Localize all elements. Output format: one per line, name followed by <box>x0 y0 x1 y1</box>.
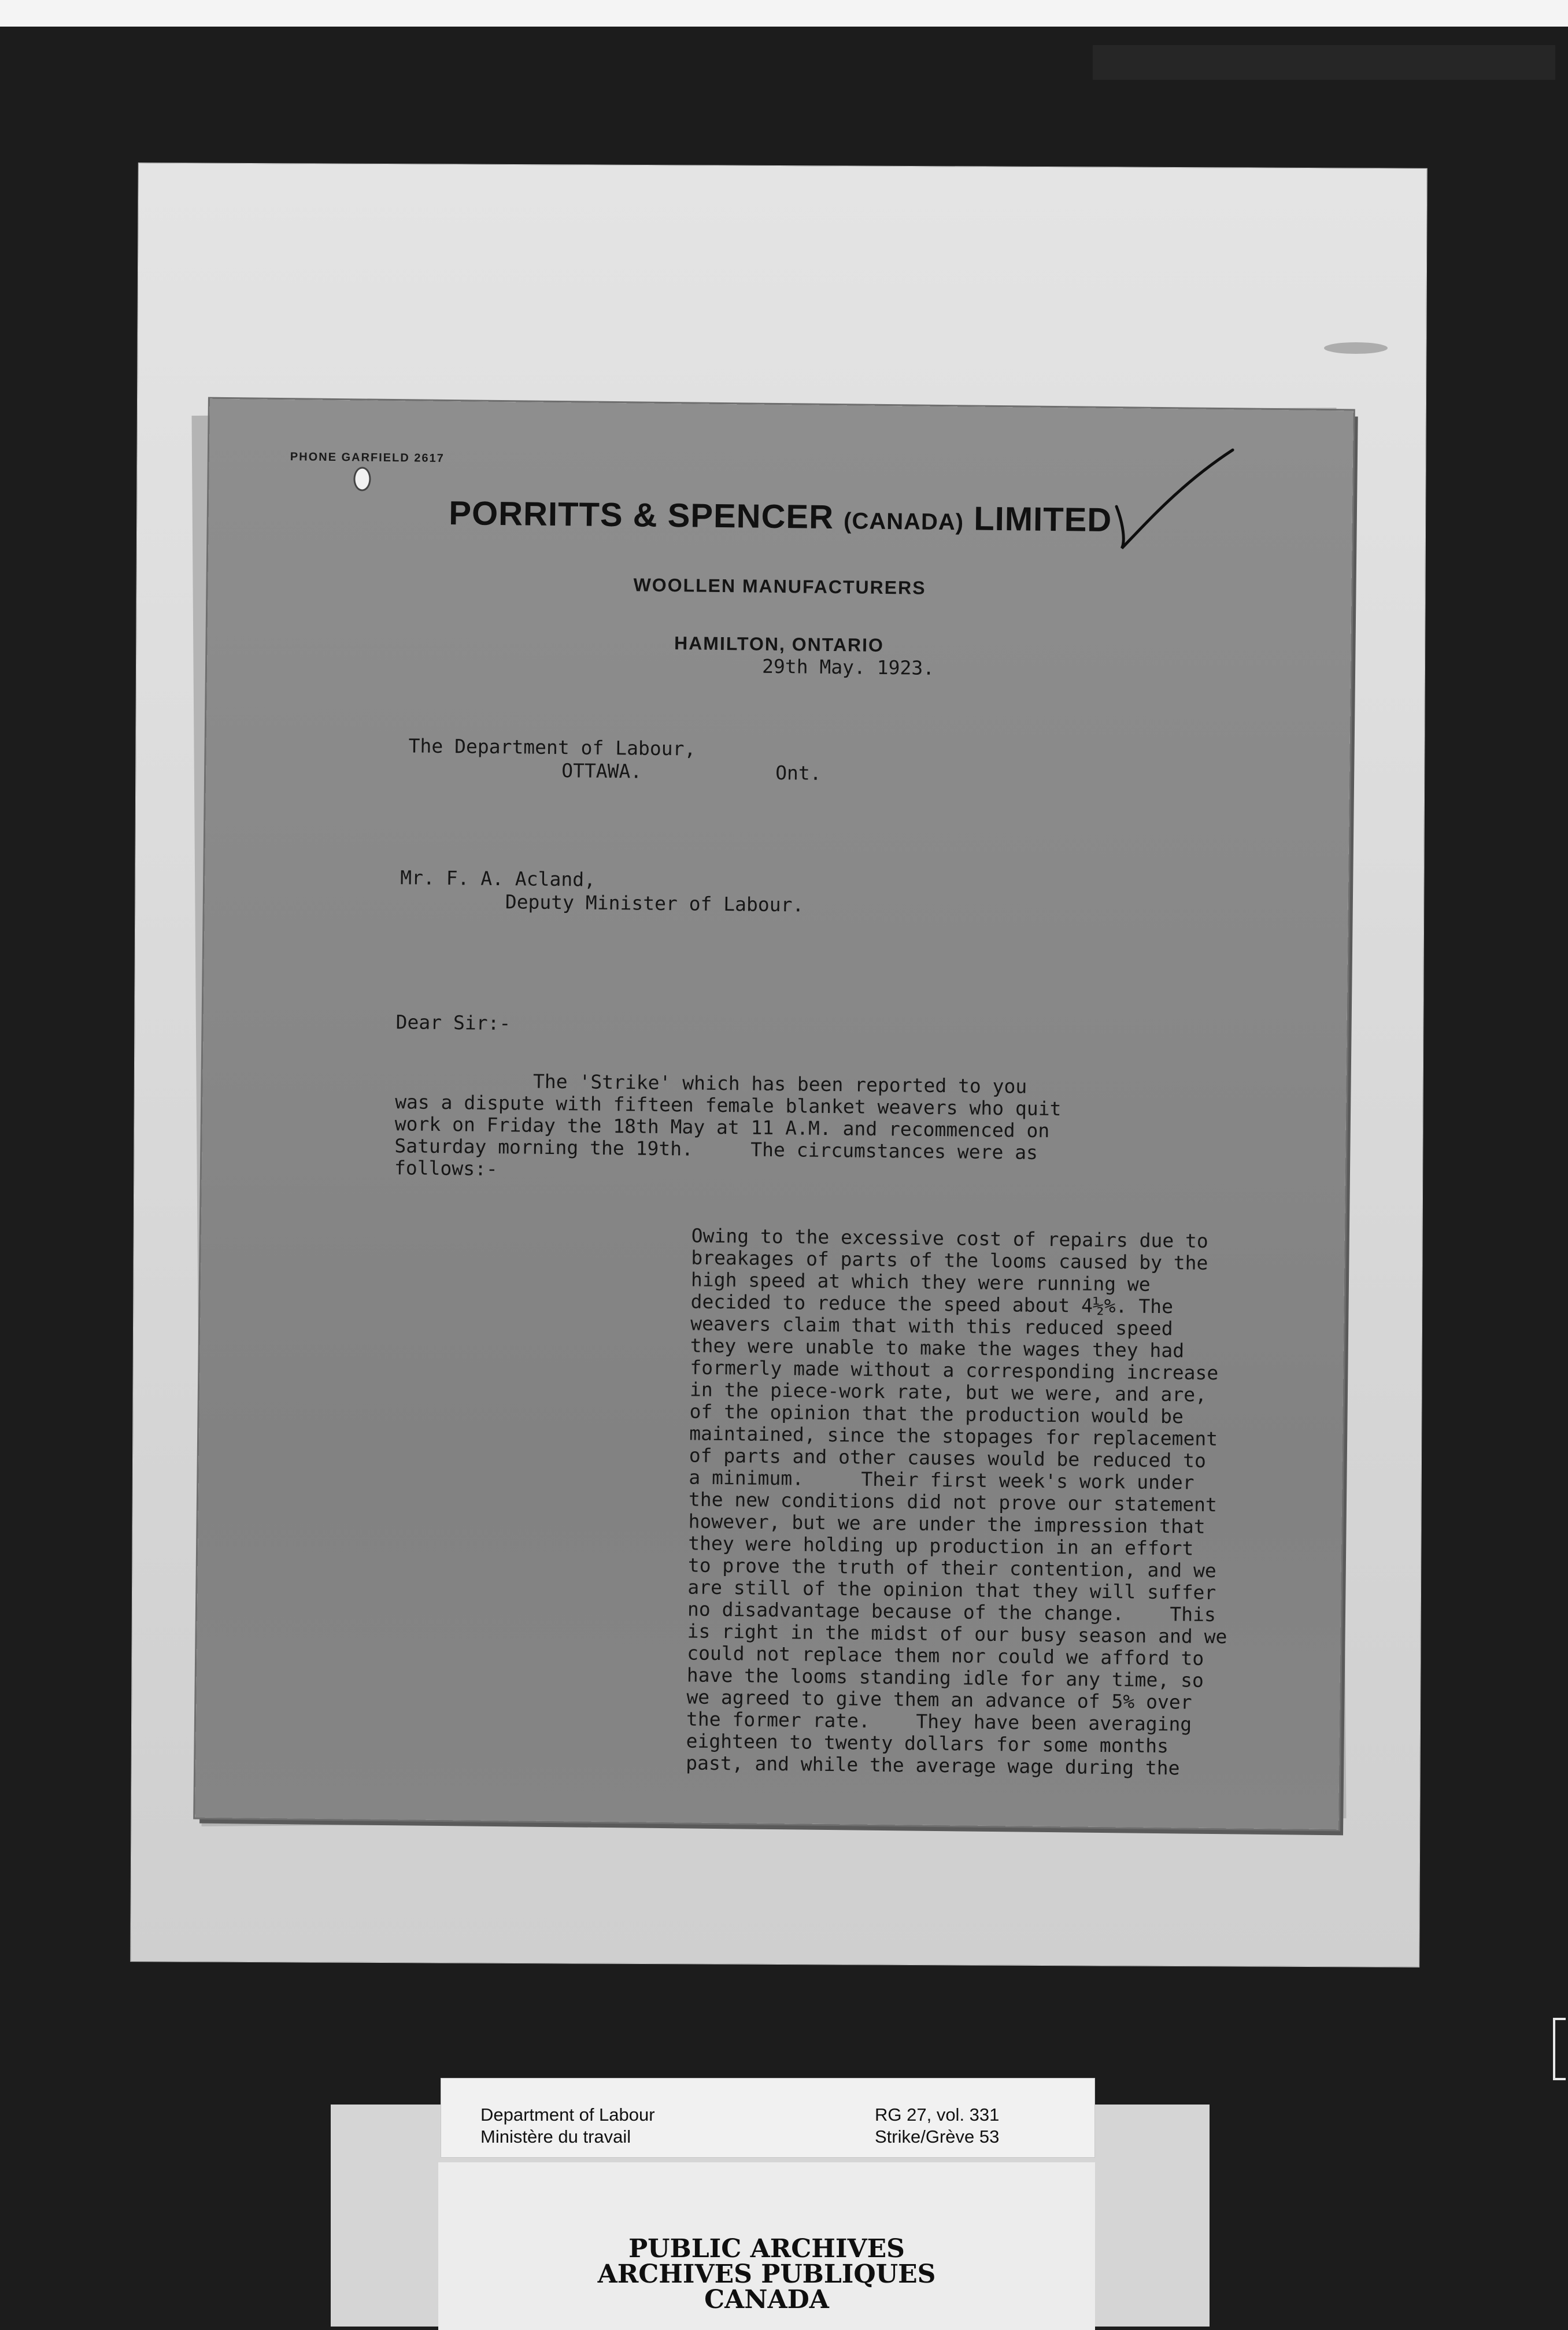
archive-label-reference <box>875 2104 999 2148</box>
department-english: Department of Labour <box>480 2105 655 2125</box>
letterhead-subtitle: WOOLLEN MANUFACTURERS <box>633 574 926 598</box>
recipient-line: The Department of Labour, <box>408 734 696 760</box>
body-paragraph-2: Owing to the excessive cost of repairs due to breakages of parts of the looms caused by the high speed at which they were running we decided to reduce the speed about 4½%. The weavers claim that with this reduced speed they were unable to make the wages they had formerly made without a corresponding increase in the piece-work rate, but we were, and are, of the opinion that the production would be maintained, since the stopages for replacement of parts and other causes would be reduced to a minimum. Their first week's work under the new conditions did not prove our statement however, but we are under the impression that they were holding up production in an effort to prove the truth of their contention, and we are still of the opinion that they will suffer no disadvantage because of the change. This is right in the midst of our busy season and we could not replace them nor could we afford to have the looms standing idle for any time, so we agreed to give them an advance of 5% over the former rate. They have been averaging eighteen to twenty dollars for some months past, and while the average wage during the <box>686 1224 1227 1780</box>
department-french: Ministère du travail <box>480 2126 631 2147</box>
attention-line-title: Deputy Minister of Labour. <box>505 890 804 916</box>
company-main: PORRITTS & SPENCER <box>449 494 834 537</box>
letterhead-phone: PHONE GARFIELD 2617 <box>290 450 445 465</box>
letterhead-city: HAMILTON, ONTARIO <box>674 633 885 656</box>
recipient-city: OTTAWA. <box>561 759 642 783</box>
mount-scuff <box>1324 342 1388 354</box>
reference-strike: Strike/Grève 53 <box>875 2126 1000 2147</box>
salutation: Dear Sir:- <box>395 1011 511 1035</box>
attention-line-name: Mr. F. A. Acland, <box>400 866 596 891</box>
archive-label <box>441 2078 1095 2158</box>
archives-line-2: ARCHIVES PUBLIQUES <box>597 2259 936 2289</box>
recipient-province: Ont. <box>775 761 822 785</box>
film-frame-bracket <box>1553 2018 1566 2080</box>
letter-date: 29th May. 1923. <box>761 654 935 679</box>
company-qualifier: (CANADA) <box>843 508 964 535</box>
company-suffix: LIMITED <box>973 500 1112 539</box>
letter-sheet <box>195 399 1353 1830</box>
body-paragraph-1: The 'Strike' which has been reported to you was a dispute with fifteen female blanket weavers who quit work on Friday the 18th May at 11 A.M. and recommenced on Saturday morning the 19th. The circumstances were as follows:- <box>394 1068 1062 1180</box>
punch-hole-icon <box>353 467 371 491</box>
archives-line-3: CANADA <box>704 2285 829 2314</box>
film-edge-top <box>0 0 1568 27</box>
archive-label-department <box>480 2104 655 2148</box>
film-edge-mark <box>1093 45 1555 80</box>
reference-volume: RG 27, vol. 331 <box>875 2105 1000 2125</box>
archives-line-1: PUBLIC ARCHIVES <box>628 2234 905 2264</box>
checkmark-icon <box>1110 443 1238 554</box>
archive-band-inner <box>438 2162 1095 2330</box>
